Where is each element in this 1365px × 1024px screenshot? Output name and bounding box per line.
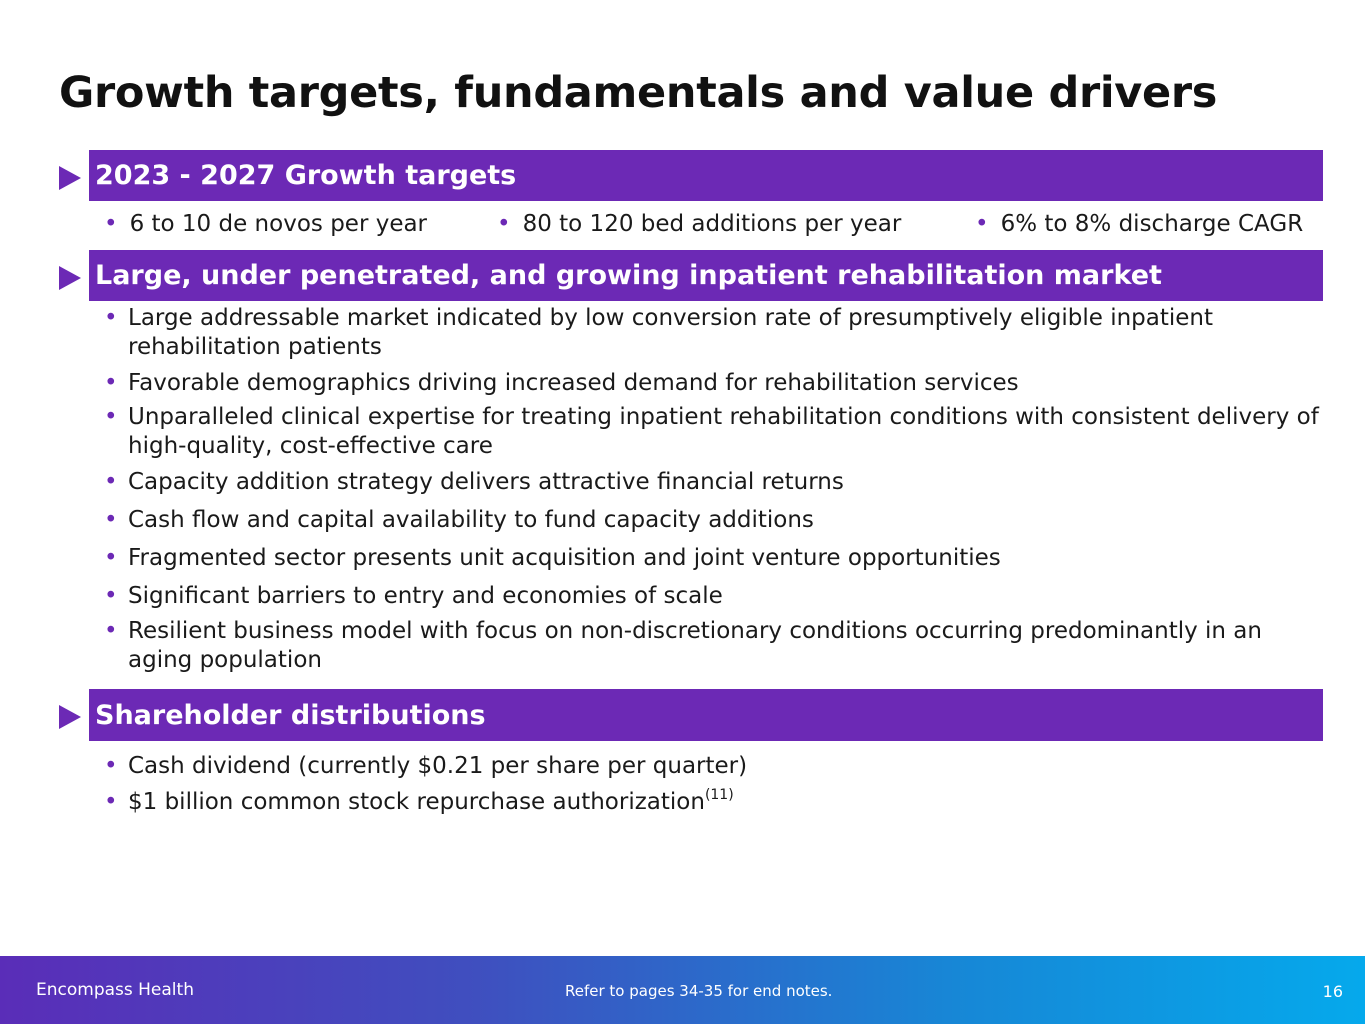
footer-brand: Encompass Health	[36, 980, 194, 1000]
list-item: • $1 billion common stock repurchase authorization$^{(11)}$	[104, 787, 734, 815]
section-heading-market: Large, under penetrated, and growing inpatient rehabilitation market	[89, 250, 1323, 301]
bullet-icon: •	[104, 370, 118, 396]
footer-note: Refer to pages 34-35 for end notes.	[565, 982, 833, 1000]
footer-bar	[0, 956, 1365, 1024]
list-item: • Unparalleled clinical expertise for treating inpatient rehabilitation conditions with consistent delivery of high-quality, cost-effective care	[104, 404, 1319, 459]
page-title: Growth targets, fundamentals and value drivers	[59, 68, 1218, 118]
bullet-icon: •	[104, 583, 118, 609]
page-number: 16	[1322, 982, 1343, 1001]
list-item: • Cash dividend (currently $0.21 per share per quarter)	[104, 753, 748, 779]
triangle-right-icon	[59, 266, 81, 290]
list-item: • Favorable demographics driving increased demand for rehabilitation services	[104, 370, 1019, 396]
bullet-icon: •	[975, 211, 989, 237]
section-heading-growth-targets: 2023 - 2027 Growth targets	[89, 150, 1323, 201]
growth-target-item: • 6 to 10 de novos per year	[104, 211, 428, 237]
growth-target-item: • 80 to 120 bed additions per year	[497, 211, 902, 237]
list-item: • Large addressable market indicated by low conversion rate of presumptively eligible inpatient rehabilitation patients	[104, 305, 1214, 360]
growth-target-item: • 6% to 8% discharge CAGR	[975, 211, 1304, 237]
bullet-icon: •	[104, 618, 118, 644]
list-item: • Significant barriers to entry and economies of scale	[104, 583, 723, 609]
bullet-icon: •	[104, 469, 118, 495]
triangle-right-icon	[59, 705, 81, 729]
bullet-icon: •	[104, 545, 118, 571]
section-heading-shareholder-distributions: Shareholder distributions	[89, 689, 1323, 741]
bullet-icon: •	[104, 507, 118, 533]
bullet-icon: •	[104, 404, 118, 430]
bullet-icon: •	[497, 211, 511, 237]
footnote-reference: (11)	[704, 787, 734, 803]
bullet-icon: •	[104, 211, 118, 237]
list-item: • Cash flow and capital availability to fund capacity additions	[104, 507, 814, 533]
triangle-right-icon	[59, 166, 81, 190]
bullet-icon: •	[104, 789, 118, 815]
list-item: • Resilient business model with focus on non-discretionary conditions occurring predominantly in an aging population	[104, 618, 1262, 673]
bullet-icon: •	[104, 753, 118, 779]
list-item: • Capacity addition strategy delivers attractive financial returns	[104, 469, 844, 495]
bullet-icon: •	[104, 305, 118, 331]
list-item: • Fragmented sector presents unit acquisition and joint venture opportunities	[104, 545, 1001, 571]
